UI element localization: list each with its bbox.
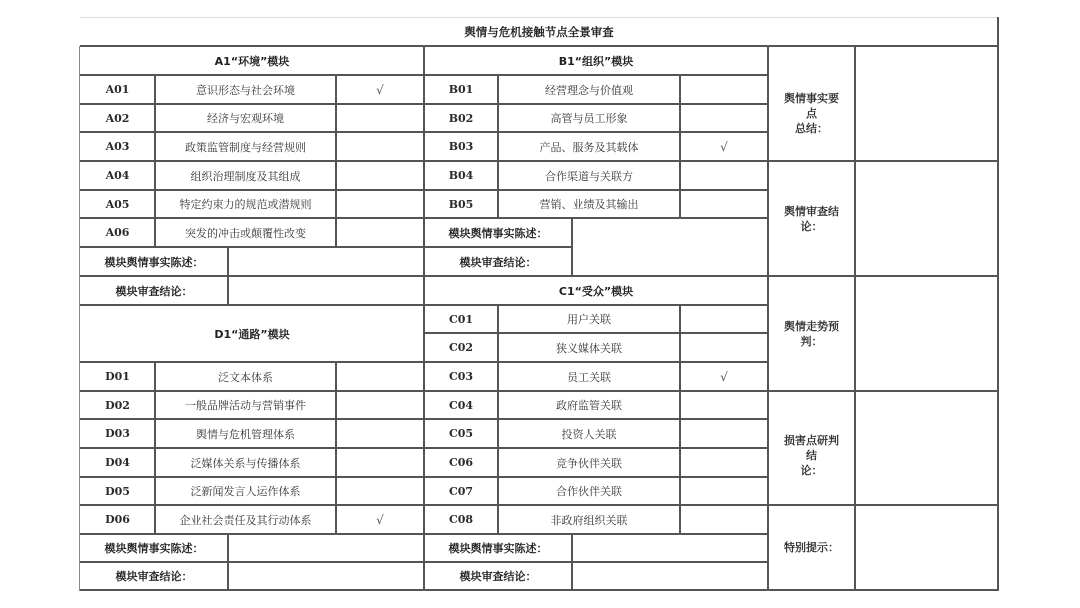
item-name: 投资人关联 [498, 419, 680, 448]
item-check-cell[interactable] [336, 477, 424, 505]
item-code: A02 [80, 104, 155, 132]
summary-damage-assessment-input[interactable] [855, 391, 998, 505]
item-name: 产品、服务及其载体 [498, 132, 680, 161]
item-check-cell[interactable] [680, 75, 768, 104]
border-top [80, 17, 999, 18]
divider [679, 74, 681, 218]
item-code: A04 [80, 161, 155, 190]
item-check-cell[interactable] [680, 477, 768, 505]
item-check-cell[interactable] [680, 419, 768, 448]
item-code: A01 [80, 75, 155, 104]
divider [154, 361, 156, 534]
item-name: 泛文本体系 [155, 362, 336, 391]
item-name: 经济与宏观环境 [155, 104, 336, 132]
item-check-cell[interactable] [680, 190, 768, 218]
module-c-fact-label: 模块舆情事实陈述： [424, 534, 572, 562]
module-c-header: C1“受众”模块 [424, 276, 768, 305]
module-a-conclusion-input[interactable] [228, 276, 424, 305]
item-name: 用户关联 [498, 305, 680, 333]
item-code: D05 [80, 477, 155, 505]
item-check-cell[interactable] [680, 161, 768, 190]
divider [497, 304, 499, 534]
item-name: 竞争伙伴关联 [498, 448, 680, 477]
item-name: 合作渠道与关联方 [498, 161, 680, 190]
item-code: C01 [424, 305, 498, 333]
summary-fact-points-label: 舆情事实要点 总结： [768, 46, 855, 161]
item-code: B04 [424, 161, 498, 190]
summary-review-conclusion-input[interactable] [855, 161, 998, 276]
item-name: 一般品牌活动与营销事件 [155, 391, 336, 419]
module-a-fact-label: 模块舆情事实陈述： [80, 247, 228, 276]
item-name: 意识形态与社会环境 [155, 75, 336, 104]
divider [767, 45, 769, 590]
divider [227, 533, 229, 590]
summary-review-conclusion-label: 舆情审查结 论： [768, 161, 855, 276]
module-c-conclusion-input[interactable] [572, 562, 768, 590]
item-check-cell[interactable] [336, 218, 424, 247]
summary-special-note-label: 特别提示： [768, 505, 855, 590]
module-c-conclusion-label: 模块审查结论： [424, 562, 572, 590]
item-code: C03 [424, 362, 498, 391]
item-name: 泛媒体关系与传播体系 [155, 448, 336, 477]
item-name: 狭义媒体关联 [498, 333, 680, 362]
summary-special-note-input[interactable] [855, 505, 998, 590]
divider [335, 74, 337, 247]
divider [80, 160, 998, 162]
item-code: B01 [424, 75, 498, 104]
summary-damage-assessment-label: 损害点研判结 论： [768, 391, 855, 505]
divider [679, 304, 681, 534]
item-name: 舆情与危机管理体系 [155, 419, 336, 448]
divider [227, 246, 229, 305]
item-check-cell[interactable] [336, 391, 424, 419]
divider [423, 45, 425, 590]
divider [80, 504, 998, 506]
item-code: C02 [424, 333, 498, 362]
divider [571, 217, 573, 276]
item-name: 营销、业绩及其输出 [498, 190, 680, 218]
item-name: 特定约束力的规范或潜规则 [155, 190, 336, 218]
item-name: 政策监管制度与经营规则 [155, 132, 336, 161]
summary-trend-forecast-input[interactable] [855, 276, 998, 391]
module-a-conclusion-label: 模块审查结论： [80, 276, 228, 305]
item-code: A03 [80, 132, 155, 161]
item-check-cell[interactable] [336, 419, 424, 448]
item-name: 非政府组织关联 [498, 505, 680, 534]
module-d-fact-label: 模块舆情事实陈述： [80, 534, 228, 562]
item-code: C06 [424, 448, 498, 477]
item-code: A06 [80, 218, 155, 247]
item-check-cell[interactable] [680, 305, 768, 333]
module-d-conclusion-input[interactable] [228, 562, 424, 590]
summary-fact-points-input[interactable] [855, 46, 998, 161]
item-name: 突发的冲击或颠覆性改变 [155, 218, 336, 247]
item-check-cell[interactable]: √ [336, 75, 424, 104]
item-name: 组织治理制度及其组成 [155, 161, 336, 190]
item-name: 企业社会责任及其行动体系 [155, 505, 336, 534]
item-check-cell[interactable]: √ [680, 132, 768, 161]
module-b-header: B1“组织”模块 [424, 46, 768, 75]
item-code: C04 [424, 391, 498, 419]
item-code: D03 [80, 419, 155, 448]
item-check-cell[interactable] [680, 391, 768, 419]
divider [497, 74, 499, 218]
item-check-cell[interactable] [336, 190, 424, 218]
item-check-cell[interactable] [336, 362, 424, 391]
module-b-fact-label: 模块舆情事实陈述： [424, 218, 572, 247]
item-check-cell[interactable] [680, 333, 768, 362]
divider [154, 74, 156, 247]
item-code: D01 [80, 362, 155, 391]
module-b-conclusion-label: 模块审查结论： [424, 247, 572, 276]
module-b-value-input[interactable] [572, 218, 768, 276]
divider [80, 275, 998, 277]
module-d-header: D1“通路”模块 [80, 305, 424, 362]
item-code: C07 [424, 477, 498, 505]
item-code: B03 [424, 132, 498, 161]
item-check-cell[interactable] [336, 161, 424, 190]
divider [571, 533, 573, 590]
item-check-cell[interactable] [336, 448, 424, 477]
divider [854, 45, 856, 590]
item-code: D02 [80, 391, 155, 419]
divider [335, 361, 337, 534]
module-a-header: A1“环境”模块 [80, 46, 424, 75]
table-title: 舆情与危机接触节点全景审查 [80, 18, 998, 46]
item-name: 高管与员工形象 [498, 104, 680, 132]
item-name: 经营理念与价值观 [498, 75, 680, 104]
item-name: 政府监管关联 [498, 391, 680, 419]
module-d-fact-input[interactable] [228, 534, 424, 562]
item-check-cell[interactable] [680, 104, 768, 132]
item-check-cell[interactable]: √ [680, 362, 768, 391]
item-code: C05 [424, 419, 498, 448]
item-code: A05 [80, 190, 155, 218]
border-bottom [80, 589, 999, 591]
item-check-cell[interactable]: √ [336, 505, 424, 534]
item-check-cell[interactable] [336, 104, 424, 132]
item-name: 泛新闻发言人运作体系 [155, 477, 336, 505]
item-code: B05 [424, 190, 498, 218]
item-check-cell[interactable] [680, 448, 768, 477]
module-d-conclusion-label: 模块审查结论： [80, 562, 228, 590]
border-left [79, 46, 80, 591]
module-a-fact-input[interactable] [228, 247, 424, 276]
module-c-fact-input[interactable] [572, 534, 768, 562]
item-code: D06 [80, 505, 155, 534]
divider [80, 390, 998, 392]
divider [424, 332, 768, 334]
item-check-cell[interactable] [336, 132, 424, 161]
item-code: C08 [424, 505, 498, 534]
divider [80, 45, 998, 47]
item-code: B02 [424, 104, 498, 132]
item-check-cell[interactable] [680, 505, 768, 534]
item-code: D04 [80, 448, 155, 477]
summary-trend-forecast-label: 舆情走势预 判： [768, 276, 855, 391]
item-name: 员工关联 [498, 362, 680, 391]
item-name: 合作伙伴关联 [498, 477, 680, 505]
